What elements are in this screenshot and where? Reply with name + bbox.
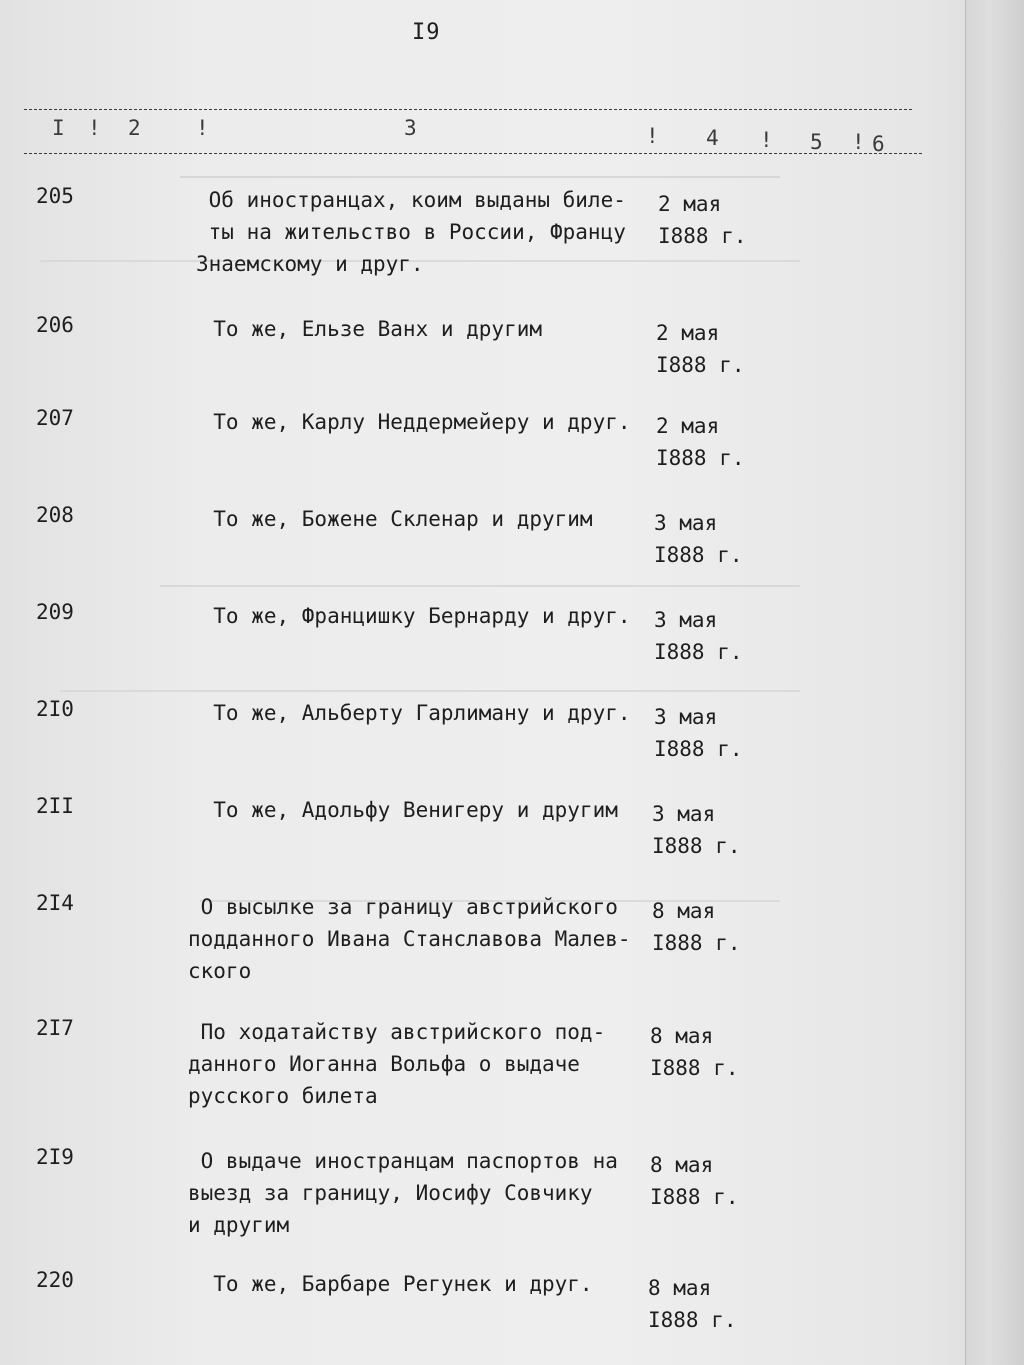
row-date-year: I888 г.: [656, 353, 745, 377]
column-header-5: 5: [810, 130, 823, 154]
column-header-1: I: [52, 116, 65, 140]
row-description: То же, Карлу Неддермейеру и друг.: [188, 410, 631, 434]
bleed-through-line: [60, 690, 800, 692]
row-number: 206: [36, 313, 74, 337]
row-description: То же, Барбаре Регунек и друг.: [188, 1272, 593, 1296]
column-header-3: 3: [404, 116, 417, 140]
row-date: [658, 188, 778, 252]
row-date-year: I888 г.: [650, 1185, 739, 1209]
row-description: О выдаче иностранцам паспортов на выезд за границу, Иосифу Совчику и другим: [188, 1149, 618, 1237]
table-header-top-rule: [24, 109, 912, 110]
row-date-year: I888 г.: [654, 737, 743, 761]
row-date-day: 3 мая: [654, 705, 718, 729]
row-date-day: 8 мая: [648, 1276, 712, 1300]
next-page-edge: [965, 0, 1024, 1365]
row-number: 2I7: [36, 1016, 74, 1040]
row-date-day: 3 мая: [654, 511, 718, 535]
row-date-year: I888 г.: [656, 446, 745, 470]
row-date-day: 2 мая: [658, 192, 722, 216]
row-description: Об иностранцах, коим выданы биле- ты на жительство в России, Францу Знаемскому и друг.: [196, 188, 626, 276]
column-separator: !: [646, 124, 659, 148]
row-date-day: 8 мая: [650, 1024, 714, 1048]
row-date: [652, 895, 772, 959]
row-description: То же, Альберту Гарлиману и друг.: [188, 701, 631, 725]
table-header-bottom-rule: [24, 153, 922, 154]
column-separator: !: [852, 130, 865, 154]
row-date: [654, 701, 774, 765]
row-date: [654, 604, 774, 668]
column-separator: !: [196, 116, 209, 140]
row-number: 205: [36, 184, 74, 208]
row-description: То же, Адольфу Венигеру и другим: [188, 798, 618, 822]
bleed-through-line: [160, 585, 800, 587]
row-date-day: 3 мая: [652, 802, 716, 826]
row-date: [656, 317, 776, 381]
row-number: 2I9: [36, 1145, 74, 1169]
row-date-day: 2 мая: [656, 414, 720, 438]
row-date: [648, 1272, 768, 1336]
row-number: 220: [36, 1268, 74, 1292]
row-date-year: I888 г.: [652, 834, 741, 858]
row-date-year: I888 г.: [648, 1308, 737, 1332]
row-number: 209: [36, 600, 74, 624]
row-number: 2I4: [36, 891, 74, 915]
row-description: По ходатайству австрийского под- данного Иоганна Вольфа о выдаче русского билета: [188, 1020, 606, 1108]
row-number: 2I0: [36, 697, 74, 721]
column-separator: !: [760, 128, 773, 152]
row-description: То же, Божене Скленар и другим: [188, 507, 593, 531]
bleed-through-line: [180, 176, 780, 178]
row-date-year: I888 г.: [650, 1056, 739, 1080]
row-date-year: I888 г.: [652, 931, 741, 955]
row-description: То же, Ельзе Ванх и другим: [188, 317, 543, 341]
row-number: 208: [36, 503, 74, 527]
row-date: [650, 1149, 770, 1213]
row-date-day: 3 мая: [654, 608, 718, 632]
row-date-day: 8 мая: [652, 899, 716, 923]
row-number: 2II: [36, 794, 74, 818]
row-date: [650, 1020, 770, 1084]
row-number: 207: [36, 406, 74, 430]
page-number: I9: [412, 20, 441, 45]
row-date: [652, 798, 772, 862]
row-date-day: 8 мая: [650, 1153, 714, 1177]
row-date-year: I888 г.: [654, 543, 743, 567]
row-date-year: I888 г.: [654, 640, 743, 664]
row-date-day: 2 мая: [656, 321, 720, 345]
row-description: То же, Францишку Бернарду и друг.: [188, 604, 631, 628]
column-header-6: 6: [872, 132, 885, 156]
column-header-4: 4: [706, 126, 719, 150]
column-separator: !: [88, 116, 101, 140]
column-header-2: 2: [128, 116, 141, 140]
row-date: [656, 410, 776, 474]
row-date-year: I888 г.: [658, 224, 747, 248]
row-date: [654, 507, 774, 571]
row-description: О высылке за границу австрийского подданного Ивана Станславова Малев- ского: [188, 895, 631, 983]
